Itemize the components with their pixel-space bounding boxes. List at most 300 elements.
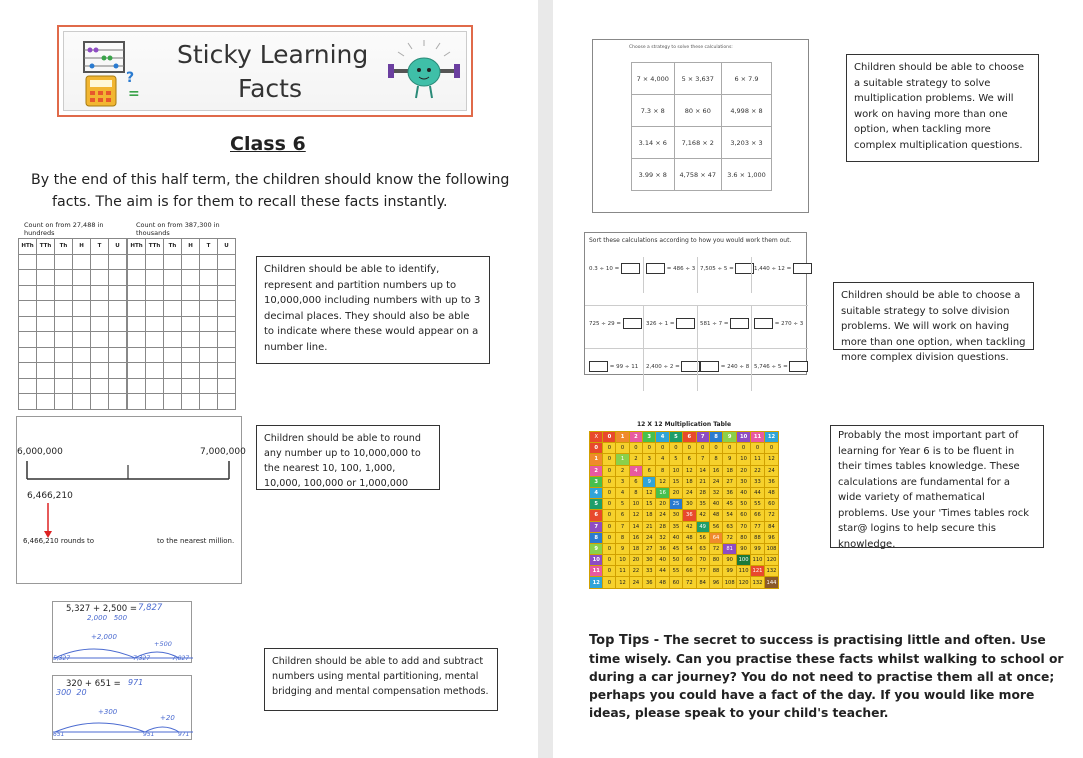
ex2-sum: 320 + 651 = <box>66 679 121 689</box>
pv-cell <box>200 347 218 363</box>
times-table-cell: 22 <box>751 465 765 476</box>
times-table-corner: X <box>590 432 603 443</box>
division-worksheet <box>584 232 807 375</box>
times-table-cell: 99 <box>751 543 765 554</box>
division-row <box>585 263 808 305</box>
times-table-cell: 45 <box>723 499 737 510</box>
answer-box[interactable] <box>793 263 812 274</box>
pv-cell <box>73 285 91 301</box>
times-table-cell: 96 <box>764 532 778 543</box>
pv-cell <box>182 301 200 317</box>
pv-cell <box>37 378 55 394</box>
pv-cell <box>37 254 55 270</box>
division-row <box>585 348 808 391</box>
pv-cell <box>109 285 127 301</box>
times-table-cell: 18 <box>723 465 737 476</box>
times-table-cell: 55 <box>751 499 765 510</box>
ex2-split: 300 20 <box>56 688 87 697</box>
times-table-cell: 30 <box>737 476 751 487</box>
rounding-value: 6,466,210 <box>27 491 73 501</box>
times-table-cell: 50 <box>737 499 751 510</box>
pv-cell <box>182 316 200 332</box>
times-table-cell: 84 <box>764 521 778 532</box>
number-line-left-label: 6,000,000 <box>17 447 63 457</box>
pv-cell <box>73 394 91 410</box>
times-table-cell: 66 <box>683 566 696 577</box>
pv-cell <box>200 301 218 317</box>
pv-cell <box>146 285 164 301</box>
times-table-cell: 0 <box>751 443 765 454</box>
division-cell: 2,400 ÷ 2 = <box>643 349 700 391</box>
pv-cell <box>164 378 182 394</box>
times-table-cell: 132 <box>764 566 778 577</box>
times-table-cell: 25 <box>669 499 682 510</box>
pv-cell <box>218 347 236 363</box>
times-table-cell: 1 <box>616 454 629 465</box>
multiplication-caption: Choose a strategy to solve these calculations: <box>629 45 733 50</box>
pv-column-header: TTh <box>37 239 55 255</box>
right-page <box>553 0 1083 758</box>
multiplication-cell: 3,203 × 3 <box>722 127 772 159</box>
pv-column-header: T <box>91 239 109 255</box>
times-table-row <box>590 577 779 588</box>
place-value-table-2 <box>127 238 236 410</box>
times-table-col-header: 5 <box>669 432 682 443</box>
times-table-cell: 100 <box>737 555 751 566</box>
multiplication-cell: 7.3 × 8 <box>632 95 675 127</box>
pv-cell <box>91 363 109 379</box>
pv-row <box>19 285 127 301</box>
pv-cell <box>200 332 218 348</box>
pv-cell <box>55 254 73 270</box>
pv-column-header: U <box>109 239 127 255</box>
ex1-split: 2,000 500 <box>87 614 128 622</box>
times-table-cell: 0 <box>603 510 616 521</box>
answer-box[interactable] <box>623 318 642 329</box>
nearest-label: to the nearest million. <box>157 537 235 545</box>
times-table-cell: 80 <box>737 532 751 543</box>
times-table-cell: 0 <box>603 476 616 487</box>
times-table-cell: 30 <box>683 499 696 510</box>
times-table-cell: 90 <box>723 555 737 566</box>
times-table-cell: 40 <box>656 555 669 566</box>
times-table-row <box>590 566 779 577</box>
times-table-cell: 20 <box>737 465 751 476</box>
times-table-cell: 0 <box>603 566 616 577</box>
times-table-row <box>590 432 779 443</box>
times-table-cell: 8 <box>656 465 669 476</box>
times-table-cell: 64 <box>709 532 722 543</box>
pv-cell <box>55 270 73 286</box>
place-value-table-1 <box>18 238 127 410</box>
times-table-cell: 0 <box>603 532 616 543</box>
times-table-cell: 21 <box>643 521 656 532</box>
pv-cell <box>182 378 200 394</box>
pv-cell <box>218 316 236 332</box>
times-table-cell: 49 <box>696 521 709 532</box>
times-table-cell: 80 <box>709 555 722 566</box>
times-table-cell: 35 <box>669 521 682 532</box>
pv-row <box>19 347 127 363</box>
pv-cell <box>146 378 164 394</box>
header-title-line2: Facts <box>238 74 302 103</box>
times-table-cell: 14 <box>696 465 709 476</box>
pv-cell <box>91 332 109 348</box>
pv-cell <box>200 316 218 332</box>
times-table-row-header: 9 <box>590 543 603 554</box>
times-table-cell: 11 <box>751 454 765 465</box>
times-table-cell: 44 <box>656 566 669 577</box>
pv-cell <box>218 301 236 317</box>
times-table-col-header: 6 <box>683 432 696 443</box>
pv-cell <box>91 285 109 301</box>
pv-cell <box>37 301 55 317</box>
pv-cell <box>109 347 127 363</box>
pv-caption-2: Count on from 387,300 in thousands <box>136 221 220 237</box>
division-cell: 1,440 ÷ 12 = <box>751 257 808 293</box>
note-division: Children should be able to choose a suitable strategy to solve division problems. We will work on having more than one option, when tackling more complex division questions. <box>833 282 1034 350</box>
times-table-cell: 63 <box>723 521 737 532</box>
ex2-number-line <box>53 716 193 738</box>
times-table-cell: 5 <box>669 454 682 465</box>
times-table-cell: 9 <box>643 476 656 487</box>
times-table-cell: 88 <box>709 566 722 577</box>
times-table-cell: 9 <box>616 543 629 554</box>
times-table-cell: 72 <box>709 543 722 554</box>
pv-cell <box>73 347 91 363</box>
times-table-cell: 0 <box>603 543 616 554</box>
answer-box[interactable] <box>676 318 695 329</box>
times-table-row-header: 3 <box>590 476 603 487</box>
pv-cell <box>19 301 37 317</box>
pv-cell <box>55 316 73 332</box>
pv-row <box>128 378 236 394</box>
times-table-row <box>590 487 779 498</box>
pv-row <box>128 254 236 270</box>
division-grid <box>585 263 808 391</box>
times-table-cell: 108 <box>764 543 778 554</box>
times-table-cell: 40 <box>737 487 751 498</box>
division-cell: 581 ÷ 7 = <box>697 306 754 348</box>
times-table-cell: 33 <box>751 476 765 487</box>
times-table-cell: 12 <box>764 454 778 465</box>
times-table-cell: 48 <box>656 577 669 588</box>
pv-cell <box>73 378 91 394</box>
times-table-panel <box>589 421 779 594</box>
ex2-start: 651 <box>53 731 65 738</box>
times-table-cell: 27 <box>643 543 656 554</box>
times-table-col-header: 8 <box>709 432 722 443</box>
times-table-cell: 0 <box>603 555 616 566</box>
division-caption: Sort these calculations according to how you would work them out. <box>589 237 792 244</box>
pv-cell <box>182 394 200 410</box>
pv-cell <box>164 332 182 348</box>
pv-cell <box>91 270 109 286</box>
pv-row <box>19 301 127 317</box>
times-table-cell: 66 <box>751 510 765 521</box>
top-tips <box>589 631 1069 722</box>
times-table-cell: 11 <box>616 566 629 577</box>
times-table-cell: 24 <box>629 577 642 588</box>
times-table-cell: 21 <box>696 476 709 487</box>
pv-cell <box>73 301 91 317</box>
pv-cell <box>200 254 218 270</box>
pv-cell <box>128 347 146 363</box>
times-table-cell: 0 <box>603 577 616 588</box>
times-table-cell: 60 <box>764 499 778 510</box>
answer-box[interactable] <box>730 318 749 329</box>
times-table-col-header: 4 <box>656 432 669 443</box>
pv-cell <box>128 254 146 270</box>
multiplication-cell: 80 × 60 <box>674 95 722 127</box>
pv-column-header: Th <box>55 239 73 255</box>
times-table-cell: 4 <box>616 487 629 498</box>
times-table-cell: 48 <box>683 532 696 543</box>
times-table-row-header: 1 <box>590 454 603 465</box>
multiplication-cell: 6 × 7.9 <box>722 63 772 95</box>
times-table-cell: 18 <box>629 543 642 554</box>
ex2-end: 971 <box>178 731 190 738</box>
note-rounding: Children should be able to round any number up to 10,000,000 to the nearest 10, 100, 1,000, 10,000, 100,000 or 1,000,000 <box>256 425 440 490</box>
times-table-cell: 120 <box>764 555 778 566</box>
times-table-grid <box>589 431 779 589</box>
pv-row <box>19 332 127 348</box>
times-table-col-header: 1 <box>616 432 629 443</box>
pv-row <box>128 301 236 317</box>
pv-cell <box>73 363 91 379</box>
times-table-cell: 6 <box>643 465 656 476</box>
note-multiplication: Children should be able to choose a suitable strategy to solve multiplication problems. We will work on having more than one option, when tackling more complex multiplication questions. <box>846 54 1039 162</box>
pv-cell <box>200 378 218 394</box>
times-table-row-header: 5 <box>590 499 603 510</box>
pv-cell <box>55 363 73 379</box>
times-table-cell: 30 <box>669 510 682 521</box>
multiplication-row <box>632 159 772 191</box>
pv-cell <box>19 285 37 301</box>
pv-cell <box>37 332 55 348</box>
pv-cell <box>19 363 37 379</box>
svg-text:=: = <box>128 86 140 102</box>
times-table-cell: 40 <box>669 532 682 543</box>
pv-cell <box>109 254 127 270</box>
times-table-row-header: 12 <box>590 577 603 588</box>
division-cell: = 99 ÷ 11 <box>589 361 643 372</box>
division-cell: 7,505 ÷ 5 = <box>697 257 754 293</box>
times-table-cell: 10 <box>629 499 642 510</box>
times-table-cell: 28 <box>696 487 709 498</box>
pv-cell <box>109 332 127 348</box>
times-table-cell: 8 <box>629 487 642 498</box>
answer-box[interactable] <box>789 361 808 372</box>
pv-cell <box>164 394 182 410</box>
times-table-cell: 8 <box>616 532 629 543</box>
times-table-cell: 81 <box>723 543 737 554</box>
number-line <box>17 457 243 487</box>
answer-box[interactable] <box>646 263 665 274</box>
ex2-answer: 971 <box>128 678 144 687</box>
pv-cell <box>146 332 164 348</box>
rounding-example <box>16 416 246 584</box>
times-table-cell: 36 <box>764 476 778 487</box>
pv-cell <box>128 394 146 410</box>
division-cell: = 486 ÷ 3 <box>643 257 700 293</box>
times-table-cell: 50 <box>669 555 682 566</box>
times-table-row-header: 0 <box>590 443 603 454</box>
times-table-cell: 2 <box>616 465 629 476</box>
pv-cell <box>218 394 236 410</box>
times-table-row-header: 2 <box>590 465 603 476</box>
times-table-cell: 72 <box>723 532 737 543</box>
pv-row <box>19 270 127 286</box>
times-table-cell: 108 <box>723 577 737 588</box>
pv-cell <box>91 301 109 317</box>
times-table-row <box>590 543 779 554</box>
pv-column-header: H <box>73 239 91 255</box>
pv-cell <box>182 270 200 286</box>
answer-box[interactable] <box>589 361 608 372</box>
times-table-cell: 56 <box>709 521 722 532</box>
times-table-col-header: 7 <box>696 432 709 443</box>
addition-example-1 <box>52 601 192 663</box>
times-table-cell: 0 <box>629 443 642 454</box>
times-table-cell: 7 <box>616 521 629 532</box>
number-line-right-label: 7,000,000 <box>200 447 246 457</box>
times-table-cell: 35 <box>696 499 709 510</box>
abacus-calculator-icon <box>78 38 150 110</box>
pv-row <box>128 394 236 410</box>
times-table-row <box>590 555 779 566</box>
times-table-cell: 144 <box>764 577 778 588</box>
times-table-row <box>590 521 779 532</box>
pv-row <box>128 363 236 379</box>
times-table-cell: 96 <box>709 577 722 588</box>
pv-row <box>19 254 127 270</box>
multiplication-cell: 3.99 × 8 <box>632 159 675 191</box>
pv-cell <box>91 378 109 394</box>
ex1-start: 5,327 <box>53 655 71 662</box>
pv-cell <box>164 363 182 379</box>
pv-cell <box>128 316 146 332</box>
pv-cell <box>55 301 73 317</box>
svg-text:?: ? <box>126 70 135 86</box>
place-value-worksheet <box>16 221 242 399</box>
multiplication-cell: 7,168 × 2 <box>674 127 722 159</box>
times-table-cell: 14 <box>629 521 642 532</box>
pv-cell <box>164 347 182 363</box>
times-table-cell: 55 <box>669 566 682 577</box>
pv-row <box>19 394 127 410</box>
multiplication-cell: 5 × 3,637 <box>674 63 722 95</box>
times-table-cell: 60 <box>669 577 682 588</box>
multiplication-cell: 3.14 × 6 <box>632 127 675 159</box>
times-table-cell: 36 <box>643 577 656 588</box>
times-table-row <box>590 499 779 510</box>
times-table-cell: 77 <box>751 521 765 532</box>
times-table-cell: 36 <box>723 487 737 498</box>
pv-row <box>128 332 236 348</box>
times-table-row <box>590 465 779 476</box>
intro-line1: By the end of this half term, the children should know the following <box>31 172 510 188</box>
pv-cell <box>73 332 91 348</box>
pv-cell <box>128 301 146 317</box>
times-table-cell: 0 <box>723 443 737 454</box>
times-table-cell: 24 <box>656 510 669 521</box>
pv-cell <box>55 332 73 348</box>
division-cell: = 240 ÷ 8 <box>697 349 754 391</box>
times-table-title: 12 X 12 Multiplication Table <box>636 421 732 428</box>
pv-cell <box>55 378 73 394</box>
times-table-cell: 12 <box>643 487 656 498</box>
pv-row <box>128 285 236 301</box>
times-table-cell: 28 <box>656 521 669 532</box>
pv-cell <box>128 378 146 394</box>
answer-box[interactable] <box>754 318 773 329</box>
pv-cell <box>37 270 55 286</box>
ex1-jump2: +500 <box>154 640 172 648</box>
answer-box[interactable] <box>621 263 640 274</box>
times-table-cell: 15 <box>669 476 682 487</box>
pv-cell <box>19 254 37 270</box>
times-table-cell: 20 <box>656 499 669 510</box>
intro-line2: facts. The aim is for them to recall these facts instantly. <box>52 194 448 210</box>
division-cell: 725 ÷ 29 = <box>589 318 643 329</box>
pv-row <box>128 347 236 363</box>
pv-cell <box>19 332 37 348</box>
pv-column-header: T <box>200 239 218 255</box>
times-table-cell: 63 <box>696 543 709 554</box>
pv-cell <box>91 394 109 410</box>
pv-cell <box>164 285 182 301</box>
times-table-cell: 24 <box>709 476 722 487</box>
pv-cell <box>164 254 182 270</box>
times-table-col-header: 0 <box>603 432 616 443</box>
pv-cell <box>55 394 73 410</box>
times-table-cell: 24 <box>643 532 656 543</box>
times-table-cell: 0 <box>696 443 709 454</box>
times-table-row-header: 10 <box>590 555 603 566</box>
pv-cell <box>37 347 55 363</box>
times-table-cell: 70 <box>696 555 709 566</box>
pv-column-header: HTh <box>128 239 146 255</box>
multiplication-cell: 7 × 4,000 <box>632 63 675 95</box>
pv-row <box>19 316 127 332</box>
header-title-line1: Sticky Learning <box>177 40 369 69</box>
pv-cell <box>109 378 127 394</box>
ex1-end: 7,827 <box>172 655 190 662</box>
times-table-cell: 15 <box>643 499 656 510</box>
times-table-cell: 72 <box>764 510 778 521</box>
times-table-row <box>590 532 779 543</box>
pv-cell <box>146 270 164 286</box>
pv-cell <box>146 363 164 379</box>
times-table-row <box>590 443 779 454</box>
pv-cell <box>200 285 218 301</box>
times-table-row-header: 11 <box>590 566 603 577</box>
multiplication-cell: 3.6 × 1,000 <box>722 159 772 191</box>
times-table-cell: 54 <box>683 543 696 554</box>
pv-cell <box>164 316 182 332</box>
answer-box[interactable] <box>700 361 719 372</box>
times-table-col-header: 3 <box>643 432 656 443</box>
pv-cell <box>218 254 236 270</box>
times-table-cell: 90 <box>737 543 751 554</box>
times-table-cell: 0 <box>643 443 656 454</box>
note-times-tables: Probably the most important part of learning for Year 6 is to be fluent in their times tables knowledge. These calculations are fundamental for a wide variety of mathematical problems. Use your 'Times tables rock star@ logins to help secure this knowledge. <box>830 425 1044 548</box>
pv-cell <box>146 394 164 410</box>
pv-cell <box>19 347 37 363</box>
multiplication-row <box>632 127 772 159</box>
pv-row <box>128 270 236 286</box>
